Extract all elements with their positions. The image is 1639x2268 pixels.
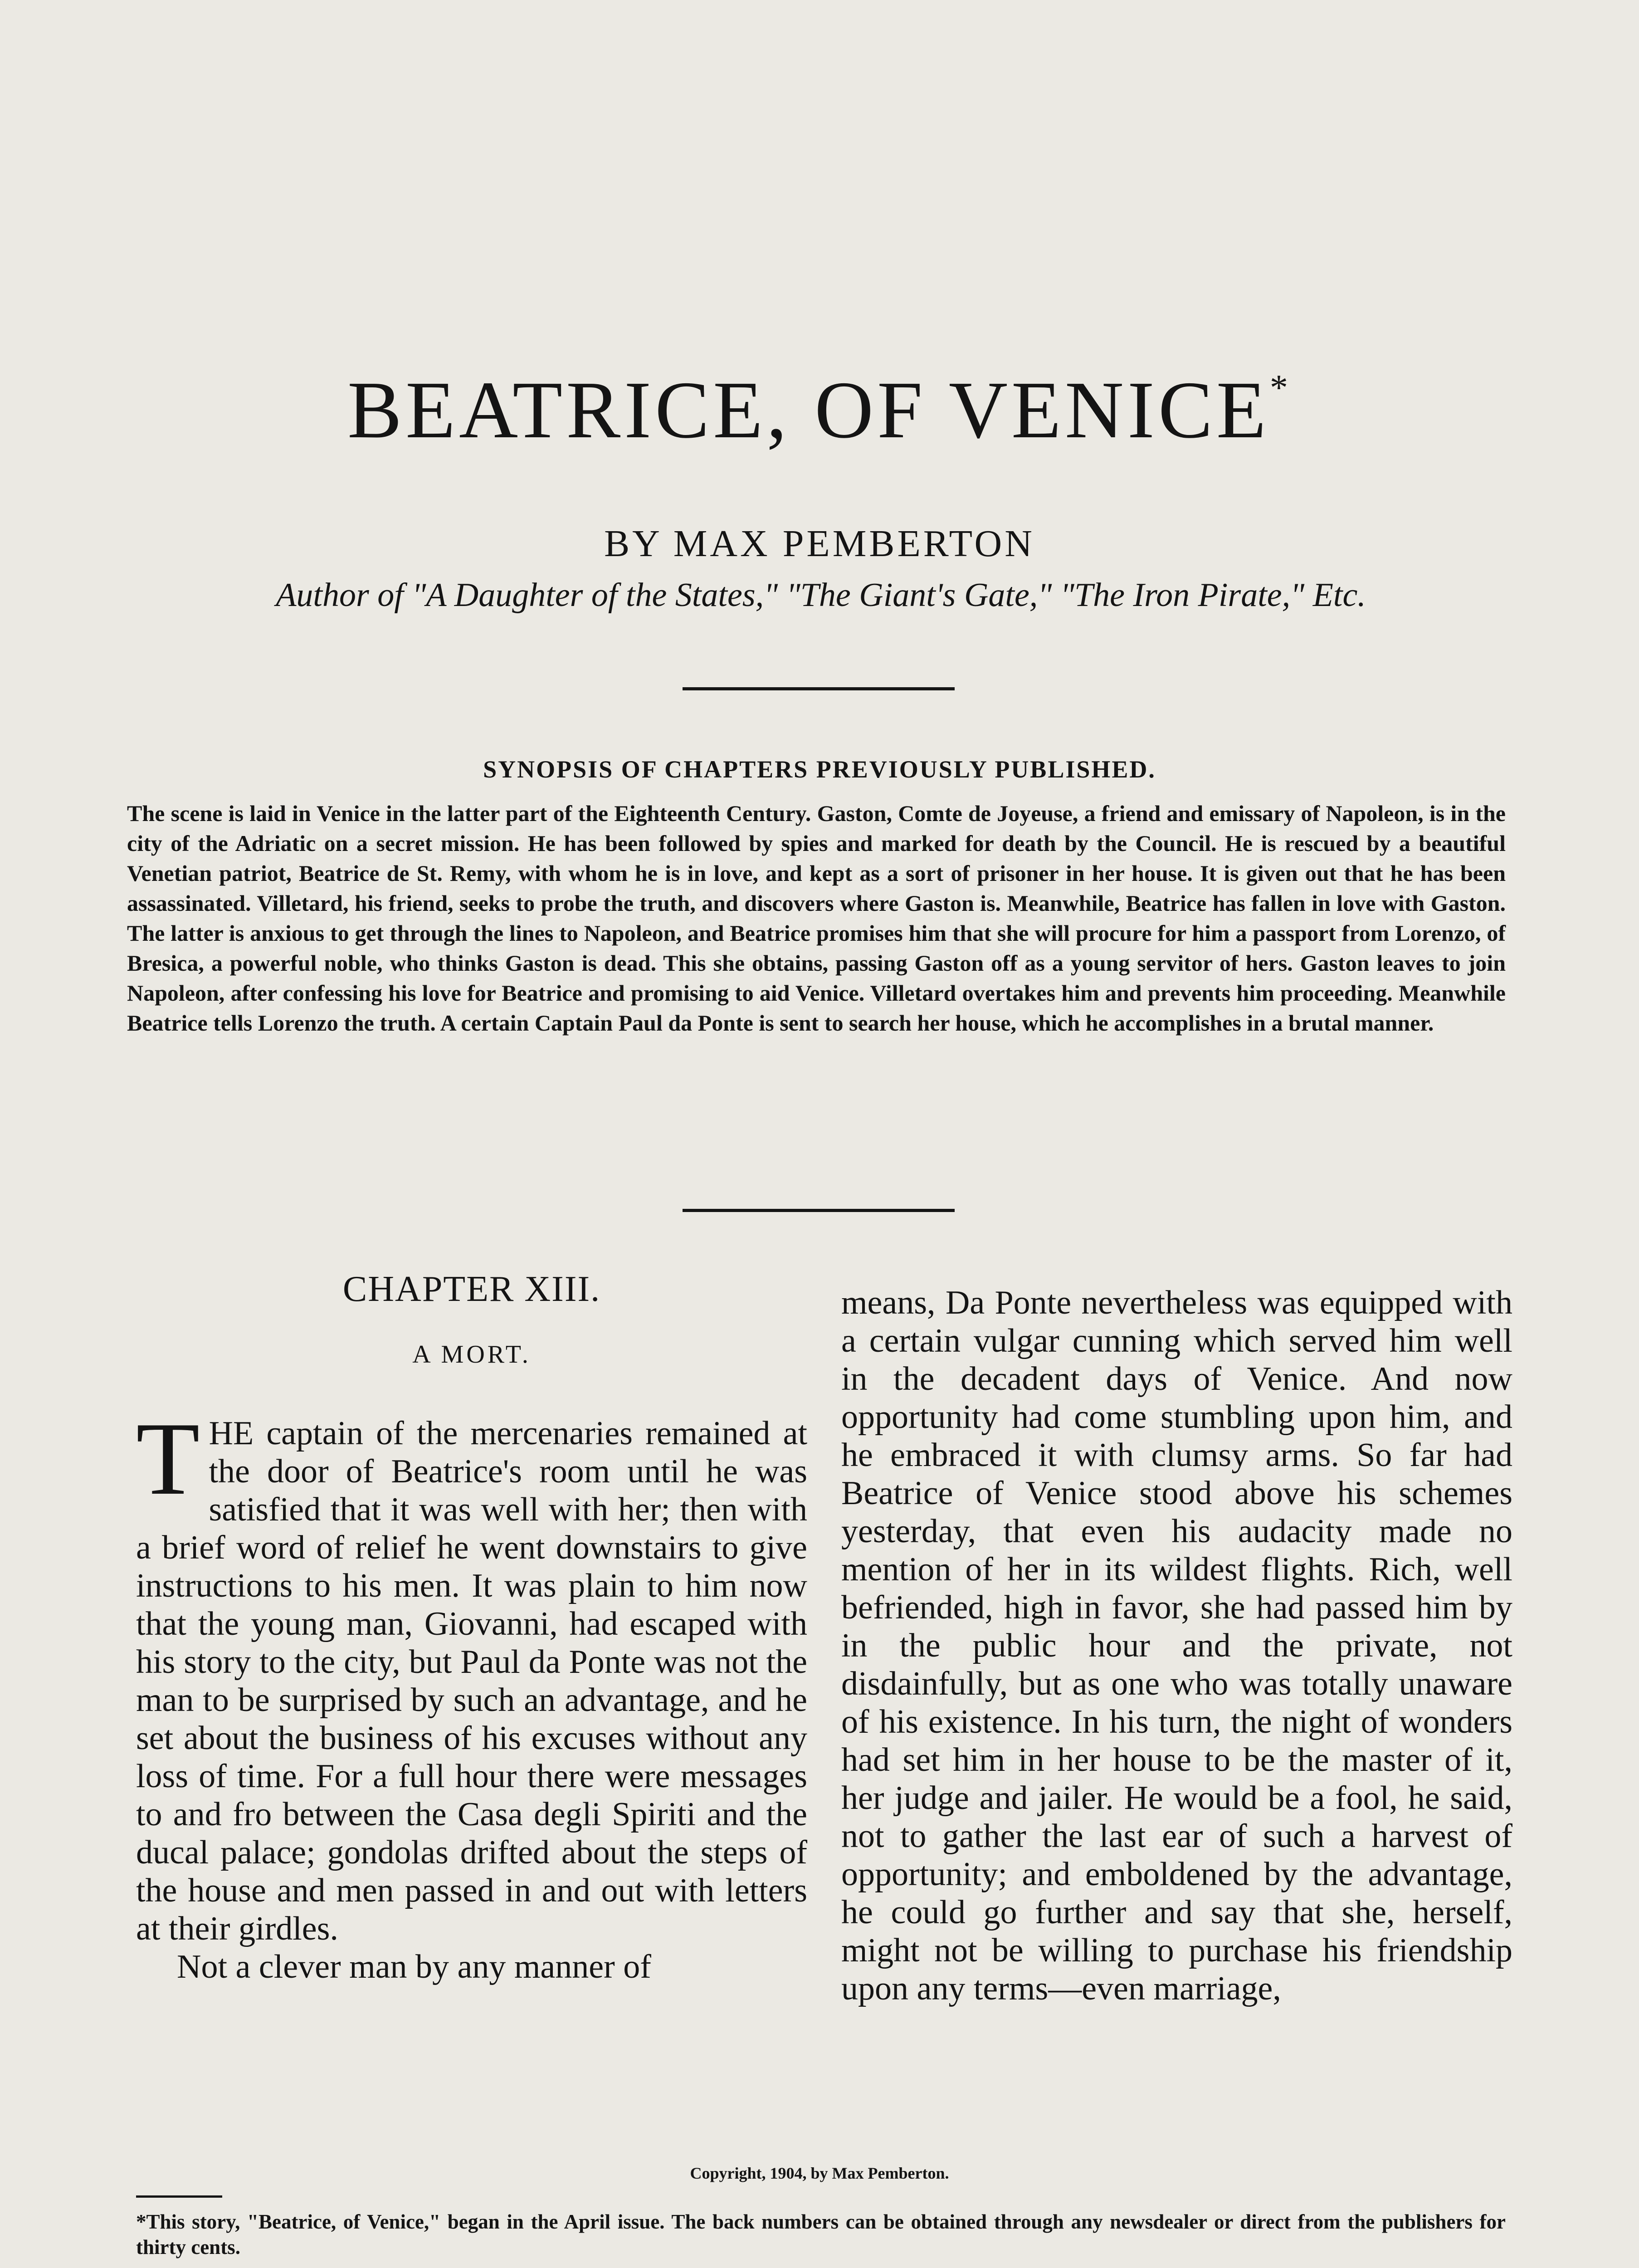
footnote: *This story, "Beatrice, of Venice," began in the April issue. The back numbers can be obtained through any newsdealer or direct from the publishers for thirty cents. bbox=[136, 2210, 1506, 2258]
author-credits: Author of "A Daughter of the States," "The Giant's Gate," "The Iron Pirate," Etc. bbox=[276, 577, 1366, 614]
title-text: BEATRICE, OF VENICE bbox=[347, 365, 1270, 455]
footnote-rule bbox=[136, 2195, 222, 2198]
synopsis-text: The scene is laid in Venice in the latter part of the Eighteenth Century. Gaston, Comte de Joyeuse, a friend and emissary of Napoleon, is in the city of the Adriatic on a secret mission. He has been followed by spies and marked for death by the Council. He is rescued by a beautiful Venetian patriot, Beatrice de St. Remy, with whom he is in love, and kept as a sort of prisoner in her house. It is given out that he has been assassinated. Villetard, his friend, seeks to probe the truth, and discovers where Gaston is. Meanwhile, Beatrice has fallen in love with Gaston. The latter is anxious to get through the lines to Napoleon, and Beatrice promises him that she will procure for him a passport from Lorenzo, of Bresica, a powerful noble, who thinks Gaston is dead. This she obtains, passing Gaston off as a young servitor of hers. Gaston leaves to join Napoleon, after confessing his love for Beatrice and promising to aid Venice. Villetard overtakes him and prevents him proceeding. Meanwhile Beatrice tells Lorenzo the truth. A certain Captain Paul da Ponte is sent to search her house, which he accomplishes in a brutal manner. bbox=[127, 801, 1506, 1036]
divider-top bbox=[683, 687, 955, 690]
column-left bbox=[136, 1270, 807, 1986]
paragraph: Not a clever man by any manner of bbox=[177, 1948, 651, 1985]
column-right bbox=[841, 1284, 1512, 2008]
paragraph-text: HE captain of the mercenaries remained at the door of Beatrice's room until he was satisfied that it was well with her; then with a brief word of relief he went downstairs to give instructions to his men. It was plain to him now that the young man, Giovanni, had escaped with his story to the city, but Paul da Ponte was not the man to be surprised by such an advantage, and he set about the business of his excuses without any loss of time. For a full hour there were messages to and fro between the Casa degli Spiriti and the ducal palace; gondolas drifted about the steps of the house and men passed in and out with letters at their girdles. bbox=[136, 1415, 807, 1947]
paragraph bbox=[136, 1401, 807, 1948]
paragraph: means, Da Ponte nevertheless was equipped with a certain vulgar cunning which served him well in the decadent days of Venice. And now opportunity had come stumbling upon him, and he embraced it with clumsy arms. So far had Beatrice of Venice stood above his schemes yesterday, that even his audacity made no mention of her in its wildest flights. Rich, well befriended, high in favor, she had passed him by in the public hour and the private, not disdainfully, but as one who was totally unaware of his existence. In his turn, the night of wonders had set him in her house to be the master of it, her judge and jailer. He would be a fool, he said, not to gather the last ear of such a harvest of opportunity; and emboldened by the advantage, he could go further and say that she, herself, might not be willing to purchase his friendship upon any terms—even marriage, bbox=[841, 1284, 1512, 2007]
chapter-heading: CHAPTER XIII. bbox=[342, 1269, 601, 1309]
copyright-notice: Copyright, 1904, by Max Pemberton. bbox=[690, 2164, 949, 2182]
byline: BY MAX PEMBERTON bbox=[604, 523, 1035, 565]
synopsis-heading: SYNOPSIS OF CHAPTERS PREVIOUSLY PUBLISHED. bbox=[483, 756, 1156, 783]
article-title bbox=[0, 363, 1639, 457]
chapter-subheading: A MORT. bbox=[412, 1340, 531, 1369]
title-footnote-mark: * bbox=[1269, 368, 1292, 408]
divider-middle bbox=[683, 1209, 955, 1212]
drop-cap: T bbox=[136, 1401, 200, 1516]
